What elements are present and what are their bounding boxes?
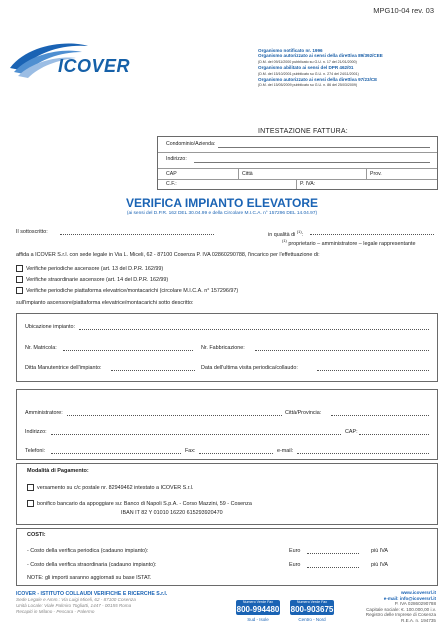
footer-company: ICOVER - ISTITUTO COLLAUDI VERIFICHE E RICERCHE S.r.l. (16, 591, 168, 597)
recapito-box (16, 389, 438, 460)
condominio-label: Condominio/Azienda: (166, 141, 216, 147)
euro-periodica-field[interactable] (307, 553, 359, 554)
ubicazione-field[interactable] (79, 329, 429, 330)
prov-label: Prov. (370, 171, 382, 177)
sottoscritto-field[interactable] (60, 234, 214, 235)
costi-title: COSTI: (27, 532, 46, 538)
fax-badge-centro: Numero Verde Fax 800-903675 Centro - Nord (290, 600, 334, 622)
qualita-field[interactable] (310, 234, 434, 235)
document-code: MPG10-04 rev. 03 (373, 6, 434, 15)
recapito-cap-field[interactable] (359, 434, 429, 435)
qualita-label: in qualità di $^{(1)}$: (268, 229, 304, 238)
email-label: e-mail: (277, 448, 294, 454)
footer-address: Unità Locale: Viale Palmiro Togliatti, 1447 - 00155 Roma (16, 603, 132, 608)
pagamento-title: Modalità di Pagamento: (27, 468, 89, 474)
indirizzo-field[interactable] (194, 162, 430, 163)
logo-wordmark: ICOVER (58, 56, 131, 76)
fax-field[interactable] (199, 453, 273, 454)
email-field[interactable] (297, 453, 429, 454)
amministratore-label: Amministratore: (25, 410, 63, 416)
invoice-title: INTESTAZIONE FATTURA: (258, 128, 348, 135)
option-bonifico[interactable]: bonifico bancario da appoggiare su: Banco di Napoli S.p.A. - Corso Mazzini, 59 - Cosenza (27, 500, 252, 507)
footer-address: Sede Legale e Amm.: Via Luigi Miceli, 62 - 87100 Cosenza (16, 597, 136, 602)
option-periodiche[interactable]: Verifiche periodiche ascensore (art. 13 del D.P.R. 162/99) (16, 265, 163, 272)
fabbricazione-field[interactable] (255, 350, 429, 351)
recapito-indirizzo-label: Indirizzo: (25, 429, 47, 435)
cf-label: C.F.: (166, 181, 177, 187)
iva-straordinaria-label: più IVA (371, 562, 388, 568)
citta-provincia-field[interactable] (331, 415, 429, 416)
telefoni-field[interactable] (51, 453, 181, 454)
matricola-field[interactable] (63, 350, 193, 351)
fax-badge-sud: Numero Verde Fax 800-994480 Sud - Isole (236, 600, 280, 622)
sottoscritto-label: Il sottoscritto: (16, 229, 48, 235)
option-cc-postale[interactable]: versamento su c/c postale nr. 82949462 intestato a ICOVER S.r.l. (27, 484, 193, 491)
checkbox-icon[interactable] (27, 500, 34, 507)
page-subtitle: (ai sensi del D.P.R. 162 DEL 30.04.99 e della Circolare M.I.C.A. n° 157296 DEL 14.04.97) (126, 211, 318, 216)
cert-line: Organismo abilitato ai sensi del DPR 462/01 (D.M. del 15/10/2001 pubblicato su G.U. n. 274 del 24/11/2001) (258, 65, 359, 76)
footer-company-block (16, 591, 216, 615)
euro-straordinaria-label: Euro (289, 562, 301, 568)
piva-label: P. IVA: (300, 181, 316, 187)
cert-line: Organismo autorizzato ai sensi della direttiva 89/392/CEE (D.M. del 09/11/2000 pubblicato su G.U. n. 17 del 21/01/2000) (258, 53, 383, 64)
iban: IBAN IT 82 Y 01010 16220 615293920470 (121, 510, 223, 516)
amministratore-field[interactable] (67, 415, 282, 416)
citta-label: Città (242, 171, 253, 177)
data-visita-field[interactable] (317, 370, 429, 371)
costi-note: NOTE: gli importi saranno aggiornati su base ISTAT. (27, 575, 152, 581)
checkbox-icon[interactable] (16, 276, 23, 283)
sull-text: sull'impianto ascensore/piattaforma elevatrice/montacarichi sotto descritto: (16, 300, 194, 306)
recapito-indirizzo-field[interactable] (51, 434, 341, 435)
data-visita-label: Data dell'ultima visita periodica/collaudo: (201, 365, 298, 371)
invoice-box (157, 136, 438, 190)
checkbox-icon[interactable] (16, 265, 23, 272)
icover-logo (8, 38, 131, 84)
telefoni-label: Telefoni: (25, 448, 46, 454)
qualita-footnote: $^{(1)}$ proprietario – amministratore – legale rappresentante (282, 238, 416, 247)
fabbricazione-label: Nr. Fabbricazione: (201, 345, 245, 351)
cert-line: Organismo notificato nr. 1996 (258, 48, 323, 53)
indirizzo-label: Indirizzo: (166, 156, 187, 162)
checkbox-icon[interactable] (16, 287, 23, 294)
pagamento-box (16, 463, 438, 525)
ditta-label: Ditta Manutentrice dell'impianto: (25, 365, 102, 371)
cert-line: Organismo autorizzato ai sensi della direttiva 97/23/CE (D.M. del 15/05/2009 pubblicato su G.U. n. 86 del 25/03/2009) (258, 77, 378, 88)
cap-label: CAP (166, 171, 177, 177)
citta-provincia-label: Città/Provincia: (285, 410, 322, 416)
matricola-label: Nr. Matricola: (25, 345, 57, 351)
certifications (258, 48, 438, 89)
ubicazione-label: Ubicazione impianto: (25, 324, 76, 330)
euro-periodica-label: Euro (289, 548, 301, 554)
checkbox-icon[interactable] (27, 484, 34, 491)
costo-periodica-label: - Costo della verifica periodica (cadauno impianto): (27, 548, 149, 554)
option-piattaforma[interactable]: Verifiche periodiche piattaforma elevatrice/montacarichi (circolare M.I.C.A. n° 157296/97) (16, 287, 238, 294)
plant-box (16, 313, 438, 382)
footer-address: Recapiti in Milano - Pescara - Palermo (16, 609, 95, 614)
email-link[interactable]: e-mail: info@icoversrl.it (383, 595, 436, 601)
footer-contacts: www.icoversrl.it e-mail: info@icoversrl.it P. IVA 02860290788 Capitale sociale: €. 100.000,00 i.v. Registro delle Imprese di Cosenza R.E.A. n. 194735 (365, 590, 436, 623)
affida-text: affida a ICOVER S.r.l. con sede legale in Via L. Miceli, 62 - 87100 Cosenza P. IVA 02860290788, l'incarico per l'effettuazione di: (16, 252, 320, 258)
recapito-cap-label: CAP: (345, 429, 358, 435)
ditta-field[interactable] (111, 370, 195, 371)
website-link[interactable]: www.icoversrl.it (400, 590, 436, 595)
condominio-field[interactable] (218, 147, 430, 148)
costi-box (16, 528, 438, 586)
iva-periodica-label: più IVA (371, 548, 388, 554)
page-title: VERIFICA IMPIANTO ELEVATORE (125, 196, 319, 210)
option-straordinarie[interactable]: Verifiche straordinarie ascensore (art. 14 del D.P.R. 162/99) (16, 276, 168, 283)
euro-straordinaria-field[interactable] (307, 567, 359, 568)
fax-label: Fax: (185, 448, 196, 454)
costo-straordinaria-label: - Costo della verifica straordinaria (cadauno impianto): (27, 562, 157, 568)
